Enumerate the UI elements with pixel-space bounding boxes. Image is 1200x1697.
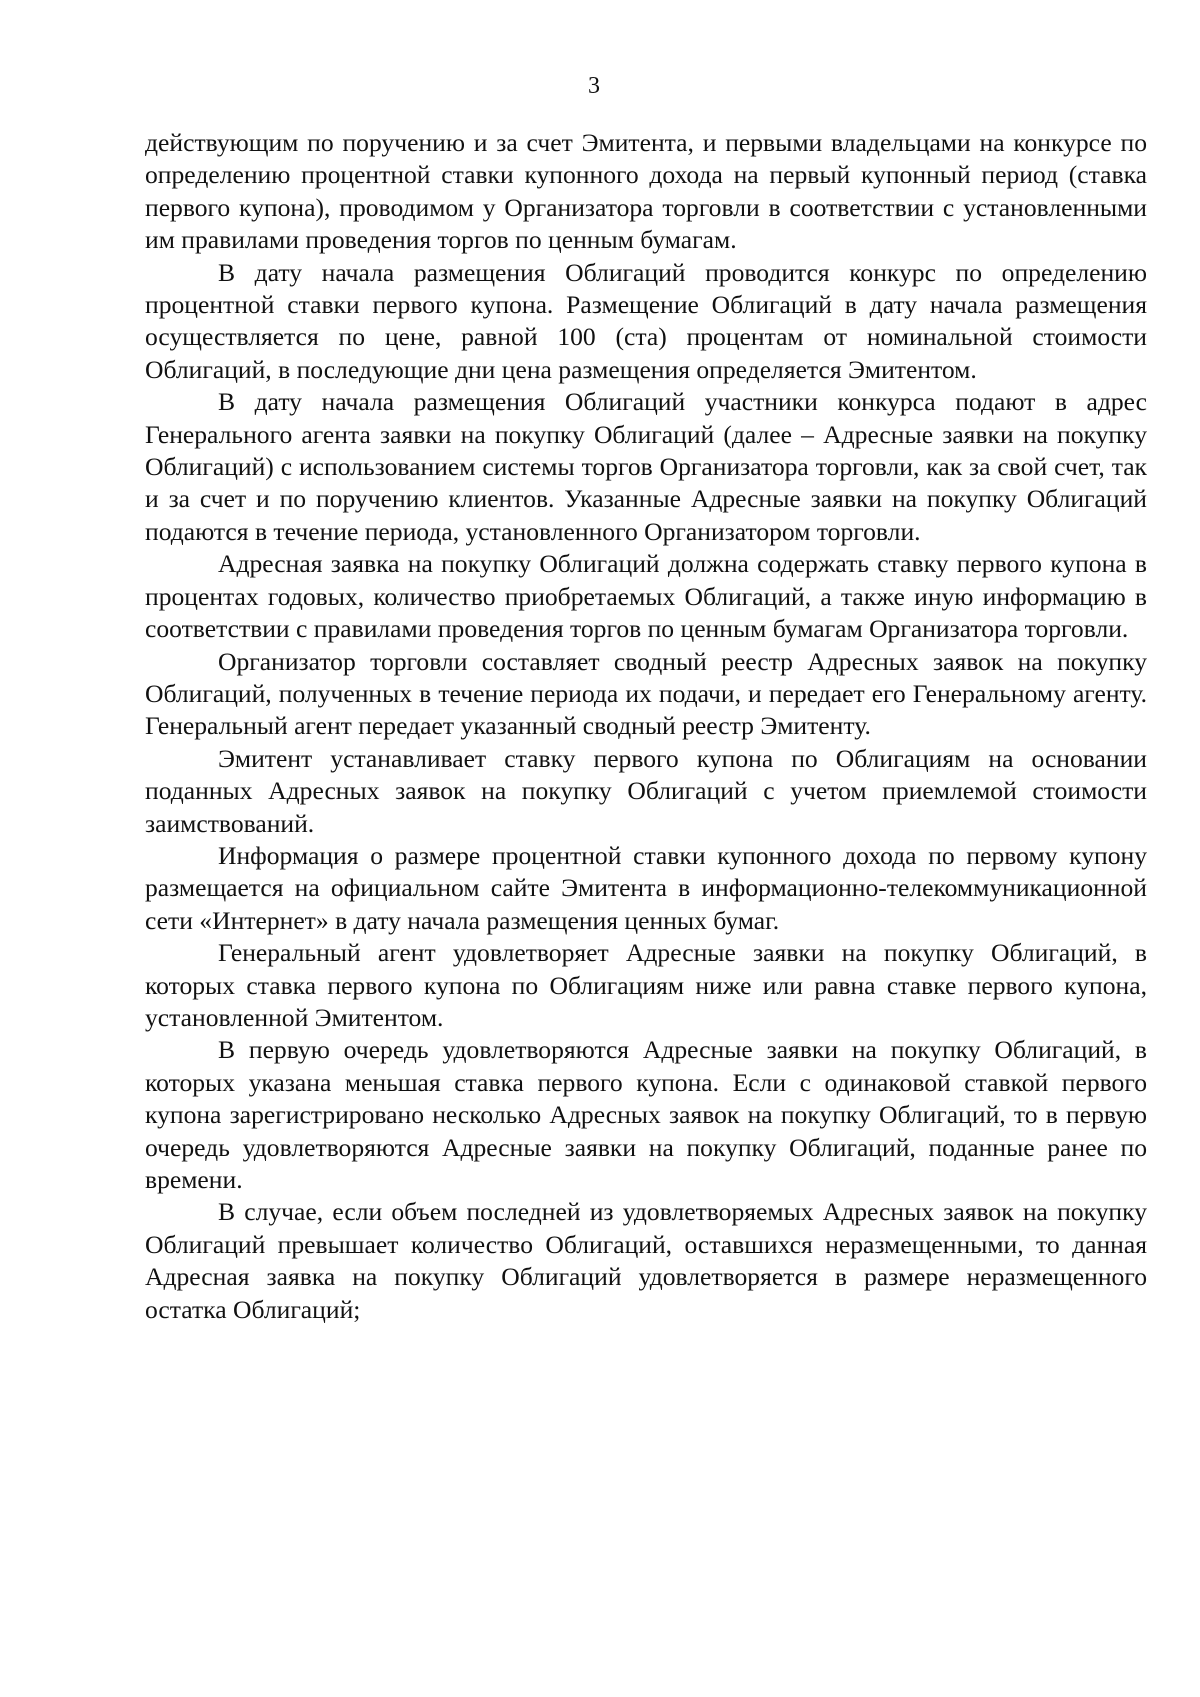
paragraph-continuation: действующим по поручению и за счет Эмитента, и первыми владельцами на конкурсе по определению процентной ставки купонного дохода на первый купонный период (ставка первого купона), проводимом у Организатора торговли в соответствии с установленными им правилами проведения торгов по ценным бумагам.	[145, 128, 1147, 255]
paragraph-priority: В первую очередь удовлетворяются Адресные заявки на покупку Облигаций, в которых указана меньшая ставка первого купона. Если с одинаковой ставкой первого купона зарегистрировано несколько Адресных заявок на покупку Облигаций, то в первую очередь удовлетворяются Адресные заявки на покупку Облигаций, поданные ранее по времени.	[145, 1035, 1147, 1194]
paragraph-registry: Организатор торговли составляет сводный реестр Адресных заявок на покупку Облигаций, полученных в течение периода их подачи, и передает его Генеральному агенту. Генеральный агент передает указанный сводный реестр Эмитенту.	[145, 646, 1147, 741]
paragraph-rate-setting: Эмитент устанавливает ставку первого купона по Облигациям на основании поданных Адресных заявок на покупку Облигаций с учетом приемлемой стоимости заимствований.	[145, 743, 1147, 838]
paragraph-contest-date: В дату начала размещения Облигаций проводится конкурс по определению процентной ставки первого купона. Размещение Облигаций в дату начала размещения осуществляется по цене, равной 100 (ста) процентам от номинальной стоимости Облигаций, в последующие дни цена размещения определяется Эмитентом.	[145, 257, 1147, 384]
paragraph-satisfaction: Генеральный агент удовлетворяет Адресные заявки на покупку Облигаций, в которых ставка первого купона по Облигациям ниже или равна ставке первого купона, установленной Эмитентом.	[145, 938, 1147, 1032]
paragraph-rate-disclosure: Информация о размере процентной ставки купонного дохода по первому купону размещается на официальном сайте Эмитента в информационно-телекоммуникационной сети «Интернет» в дату начала размещения ценных бумаг.	[145, 840, 1147, 935]
paragraph-application-submission: В дату начала размещения Облигаций участники конкурса подают в адрес Генерального агента заявки на покупку Облигаций (далее – Адресные заявки на покупку Облигаций) с использованием системы торгов Организатора торговли, как за свой счет, так и за счет и по поручению клиентов. Указанные Адресные заявки на покупку Облигаций подаются в течение периода, установленного Организатором торговли.	[145, 387, 1147, 546]
paragraph-application-content: Адресная заявка на покупку Облигаций должна содержать ставку первого купона в процентах годовых, количество приобретаемых Облигаций, а также иную информацию в соответствии с правилами проведения торгов по ценным бумагам Организатора торговли.	[145, 549, 1147, 644]
page-number: 3	[588, 73, 600, 99]
paragraph-remaining-volume: В случае, если объем последней из удовлетворяемых Адресных заявок на покупку Облигаций превышает количество Облигаций, оставшихся неразмещенными, то данная Адресная заявка на покупку Облигаций удовлетворяется в размере неразмещенного остатка Облигаций;	[145, 1197, 1147, 1324]
document-body	[145, 127, 1147, 1326]
